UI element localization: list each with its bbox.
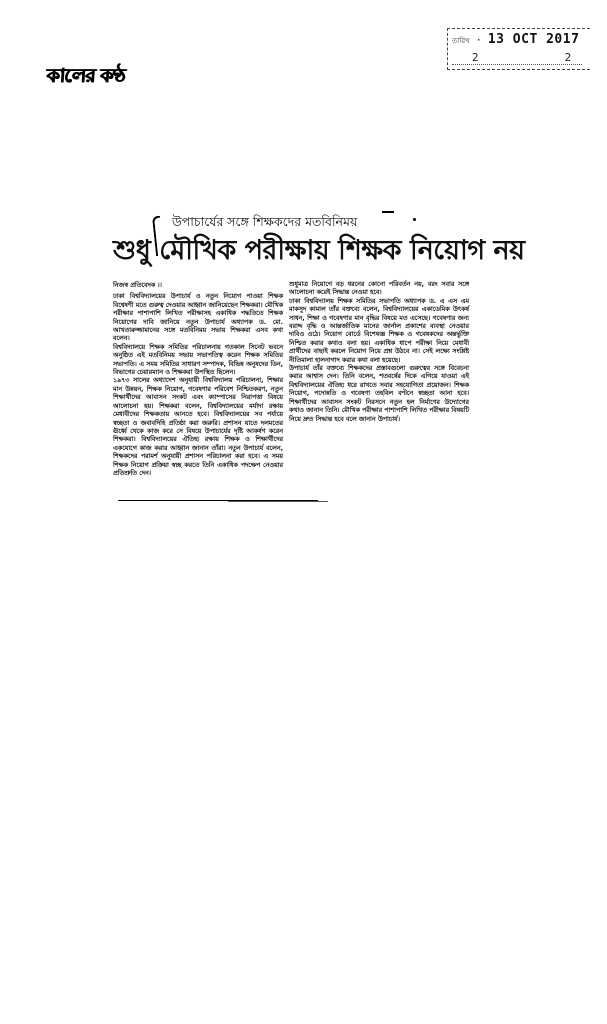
article-paragraph: ঢাকা বিশ্ববিদ্যালয়ের উপাচার্য ও নতুন নিয়োগ পাওয়া শিক্ষক বিশ্বেষণী মতে গুরুত্ব দেওয়ার আহ্বান জানিয়েছেন শিক্ষকরা। মৌখিক পরীক্ষার পাশাপাশি লিখিত পরীক্ষাসহ একাধিক পদ্ধতিতে শিক্ষক নিয়োগের দাবি জানিয়ে নতুন উপাচার্য অধ্যাপক ড. মো. আখতারুজ্জামানের সঙ্গে মতবিনিময় সভায় শিক্ষকরা এসব কথা বলেন। <box>113 293 283 343</box>
article-paragraph: ঢাকা বিশ্ববিদ্যালয় শিক্ষক সমিতির সভাপতি অধ্যাপক ড. এ এস এম মাকসুদ কামাল তাঁর বক্তব্যে বলেন, বিশ্ববিদ্যালয়ের একাডেমিক উৎকর্ষ সাধন, শিক্ষা ও গবেষণার মান বৃদ্ধির বিষয়ে মত এসেছে। গবেষণার জন্য বরাদ্দ বৃদ্ধি ও আন্তর্জাতিক মানের জার্নাল প্রকাশের ব্যবস্থা নেওয়ার দাবিও ওঠে। নিয়োগ বোর্ডে বিশেষজ্ঞ শিক্ষক ও গবেষকদের অন্তর্ভুক্তি নিশ্চিত করার কথাও বলা হয়। একাধিক ধাপে পরীক্ষা নিয়ে মেধাবী প্রার্থীদের বাছাই করলে নিয়োগ নিয়ে প্রশ্ন উঠবে না। সেই লক্ষ্যে সংশ্লিষ্ট নীতিমালা হালনাগাদ করার কথা বলা হয়েছে। <box>289 297 469 364</box>
article-paragraph: বিশ্ববিদ্যালয়ে শিক্ষক সমিতির পরিচালনায় গতকাল সিনেট ভবনে অনুষ্ঠিত এই মতবিনিময় সভায় সভাপতিত্ব করেন শিক্ষক সমিতির সভাপতি। এ সময় সমিতির সাধারণ সম্পাদক, বিভিন্ন অনুষদের ডিন, বিভাগের চেয়ারম্যান ও শিক্ষকরা উপস্থিত ছিলেন। <box>113 343 283 377</box>
scan-mark <box>413 218 416 221</box>
article-column-right <box>289 281 469 424</box>
article-kicker: উপাচার্যের সঙ্গে শিক্ষকদের মতবিনিময় <box>172 214 358 229</box>
stamp-column: 2 <box>564 51 572 64</box>
article-headline: শুধু মৌখিক পরীক্ষায় শিক্ষক নিয়োগ নয় <box>113 235 525 266</box>
article-column-left <box>113 282 283 478</box>
stamp-label: তারিখ <box>452 37 470 45</box>
date-stamp: তারিখ · 13 OCT 2017 2 2 <box>447 28 590 70</box>
article-paragraph: শুধুমাত্র নিয়োগে বড় ধরনের কোনো পরিবর্তন নয়, বরং সবার সঙ্গে আলোচনা করেই সিদ্ধান্ত নেওয়া হবে। <box>289 281 469 297</box>
stamp-date: 13 OCT 2017 <box>487 32 580 47</box>
article-byline: নিজস্ব প্রতিবেদক ।। <box>113 282 162 289</box>
article-paragraph: ১৯৭৩ সালের অধ্যাদেশ অনুযায়ী বিশ্ববিদ্যালয় পরিচালনা, শিক্ষার মান উন্নয়ন, শিক্ষক নিয়োগ, গবেষণার পরিবেশ নিশ্চিতকরণ, নতুন শিক্ষার্থীদের আবাসন সংকট এবং ক্যাম্পাসের নিরাপত্তা বিষয়ে আলোচনা হয়। শিক্ষকরা বলেন, বিশ্ববিদ্যালয়ের মর্যাদা রক্ষায় মেধাবীদের শিক্ষকতায় আনতে হবে। বিশ্ববিদ্যালয়ের সব পর্যায়ে স্বচ্ছতা ও জবাবদিহি প্রতিষ্ঠা করা জরুরি। প্রশাসন যাতে দলমতের ঊর্ধ্বে থেকে কাজ করে সে বিষয়ে উপাচার্যের দৃষ্টি আকর্ষণ করেন শিক্ষকরা। বিশ্ববিদ্যালয়ের ঐতিহ্য রক্ষায় শিক্ষক ও শিক্ষার্থীদের একযোগে কাজ করার আহ্বান জানান তাঁরা। নতুন উপাচার্য বলেন, শিক্ষকদের পরামর্শ অনুযায়ী প্রশাসন পরিচালনা করা হবে। এ সময় শিক্ষক নিয়োগ প্রক্রিয়া স্বচ্ছ করতে তিনি একাধিক পদক্ষেপ নেওয়ার প্রতিশ্রুতি দেন। <box>113 377 283 477</box>
scan-mark <box>382 211 394 213</box>
article-bottom-rule <box>228 501 328 502</box>
stamp-page: 2 <box>471 51 479 64</box>
article-paragraph: উপাচার্য তাঁর বক্তব্যে শিক্ষকদের প্রস্তাবগুলো গুরুত্বের সঙ্গে বিবেচনা করার আশ্বাস দেন। তিনি বলেন, শতবর্ষের দিকে এগিয়ে যাওয়া এই বিশ্ববিদ্যালয়ের ঐতিহ্য ধরে রাখতে সবার সহযোগিতা প্রয়োজন। শিক্ষক নিয়োগ, পদোন্নতি ও গবেষণা তহবিল বণ্টনে স্বচ্ছতা আনা হবে। শিক্ষার্থীদের আবাসন সংকট নিরসনে নতুন হল নির্মাণের উদ্যোগের কথাও জানান তিনি। মৌখিক পরীক্ষার পাশাপাশি লিখিত পরীক্ষার বিষয়টি নিয়ে দ্রুত সিদ্ধান্ত হবে বলে জানান উপাচার্য। <box>289 365 469 423</box>
newspaper-masthead-logo: কালের কণ্ঠ <box>45 65 126 87</box>
